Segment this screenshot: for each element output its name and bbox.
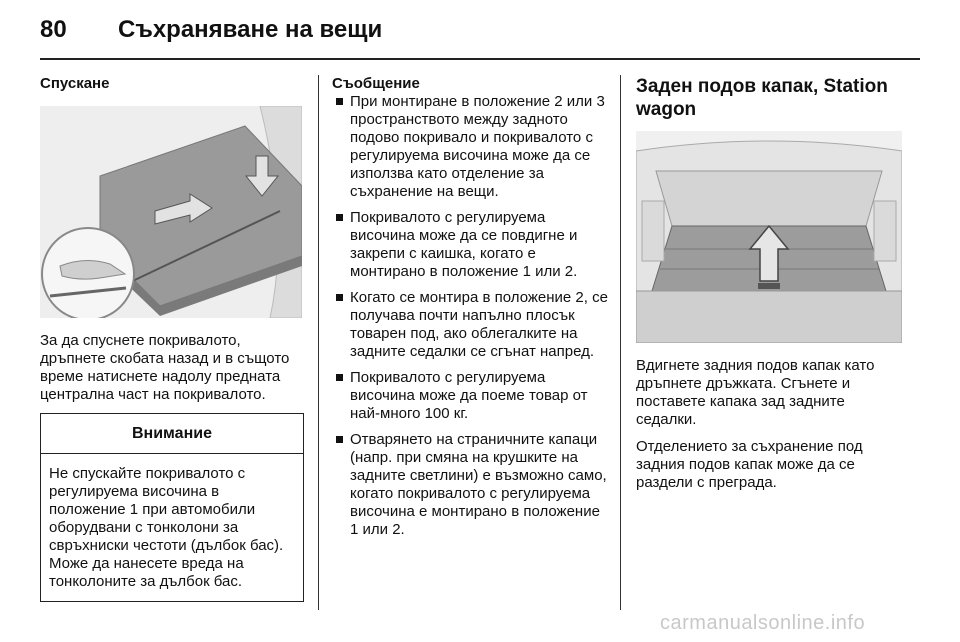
warning-box — [40, 413, 304, 602]
warning-title: Внимание — [41, 414, 303, 454]
notice-list — [332, 93, 608, 539]
floor-cover-paragraph-1: Вдигнете задния подов капак като дръпнете дръжката. Сгънете и поставете капака зад задните седалки. — [636, 357, 875, 428]
lowering-cover-illustration — [40, 106, 302, 318]
lowering-instructions: За да спуснете покривалото, дръпнете скобата назад и в същото време натиснете надолу предната централна част на покривалото. — [40, 332, 290, 403]
notice-item: Покривалото с регулируема височина може да поеме товар от най-много 100 кг. — [332, 369, 608, 423]
floor-cover-paragraph-2: Отделението за съхранение под задния подов капак може да се раздели с преграда. — [636, 438, 863, 491]
bullet-square-icon — [336, 436, 343, 443]
column-divider-1 — [318, 75, 319, 610]
notice-item: Когато се монтира в положение 2, се получава почти напълно плосък товарен под, ако облегалките на задните седалки се сгънат напред. — [332, 289, 608, 361]
watermark: carmanualsonline.info — [660, 612, 866, 634]
column-divider-2 — [620, 75, 621, 610]
page-number: 80 — [40, 16, 67, 43]
column-notice — [332, 75, 608, 547]
warning-text: Не спускайте покривалото с регулируема височина в положение 1 при автомобили оборудвани с тонколони за свръхниски честоти (дълбок бас). Може да нанесете вреда на тонколоните за дълбок бас. — [49, 465, 284, 590]
notice-item: При монтиране в положение 2 или 3 пространството между задното подово покривало и покривалото с регулируема височина може да се използва като отделение за съхранение на вещи. — [332, 93, 608, 201]
notice-item: Отварянето на страничните капаци (напр. при смяна на крушките на задните светлини) е възможно само, когато покривалото с регулируема височина е монтирано в положение 1 или 2. — [332, 431, 608, 539]
station-wagon-floor-illustration — [636, 131, 902, 343]
notice-heading: Съобщение — [332, 75, 420, 92]
bullet-square-icon — [336, 98, 343, 105]
notice-item: Покривалото с регулируема височина може да се повдигне и закрепи с каишка, когато е монтирано в положение 1 или 2. — [332, 209, 608, 281]
section-heading-lowering: Спускане — [40, 75, 110, 92]
bullet-square-icon — [336, 374, 343, 381]
bullet-square-icon — [336, 294, 343, 301]
header-divider — [40, 58, 920, 60]
column-lowering — [40, 75, 304, 602]
bullet-square-icon — [336, 214, 343, 221]
column-floor-cover — [636, 75, 902, 501]
page-header — [0, 0, 960, 58]
page-title: Съхраняване на вещи — [118, 16, 383, 43]
section-heading-floor-cover: Заден подов капак, Station wagon — [636, 76, 888, 120]
